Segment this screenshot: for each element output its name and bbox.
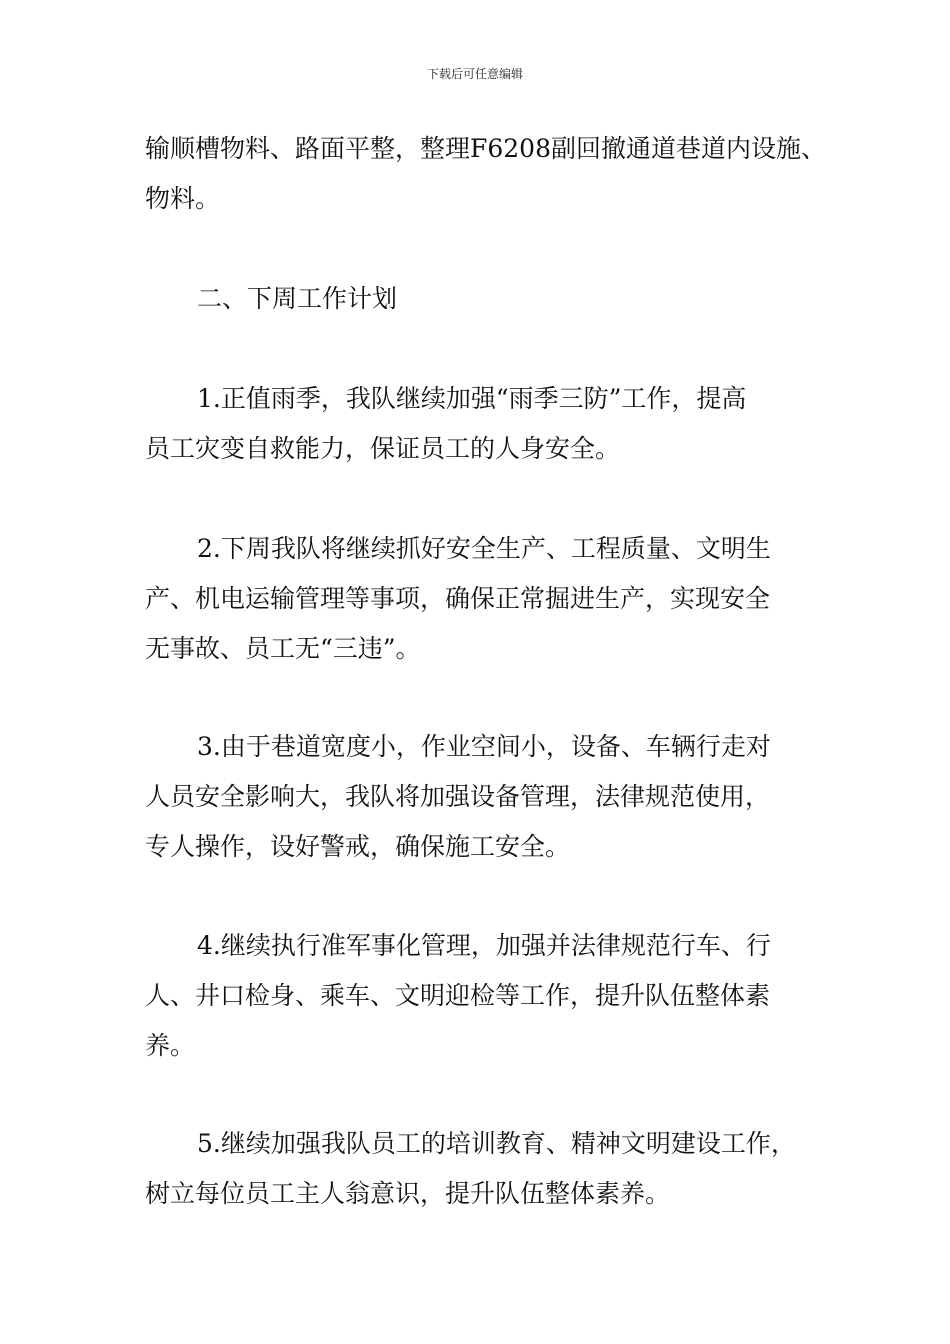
text-line: 养。 [145,1031,196,1060]
plan-item-4 [145,921,835,1071]
text-line: 树立每位员工主人翁意识，提升队伍整体素养。 [145,1179,671,1208]
text-line: 产、机电运输管理等事项，确保正常掘进生产，实现安全 [145,584,771,613]
plan-item-3 [145,722,835,872]
text-line: 2.下周我队将继续抓好安全生产、工程质量、文明生 [197,534,771,563]
paragraph-continuation [145,124,835,224]
text-line: 人、井口检身、乘车、文明迎检等工作，提升队伍整体素 [145,981,771,1010]
section-heading [145,274,835,324]
page-header: 下载后可任意编辑 [426,67,523,81]
text-line: 专人操作，设好警戒，确保施工安全。 [145,832,571,861]
text-line: 二、下周工作计划 [197,284,398,313]
text-line: 3.由于巷道宽度小，作业空间小，设备、车辆行走对 [197,732,771,761]
text-line: 人员安全影响大，我队将加强设备管理，法律规范使用， [145,782,771,811]
plan-item-1 [145,374,835,474]
text-line: 1.正值雨季，我队继续加强“雨季三防”工作，提高 [197,384,747,413]
plan-item-5 [145,1119,835,1219]
plan-item-2 [145,524,835,674]
text-line: 输顺槽物料、路面平整，整理F6208副回撤通道巷道内设施、 [145,134,826,163]
text-line: 员工灾变自救能力，保证员工的人身安全。 [145,434,621,463]
text-line: 5.继续加强我队员工的培训教育、精神文明建设工作， [197,1129,796,1158]
text-line: 4.继续执行准军事化管理，加强并法律规范行车、行 [197,931,771,960]
text-line: 无事故、员工无“三违”。 [145,634,421,663]
text-line: 物料。 [145,184,221,213]
